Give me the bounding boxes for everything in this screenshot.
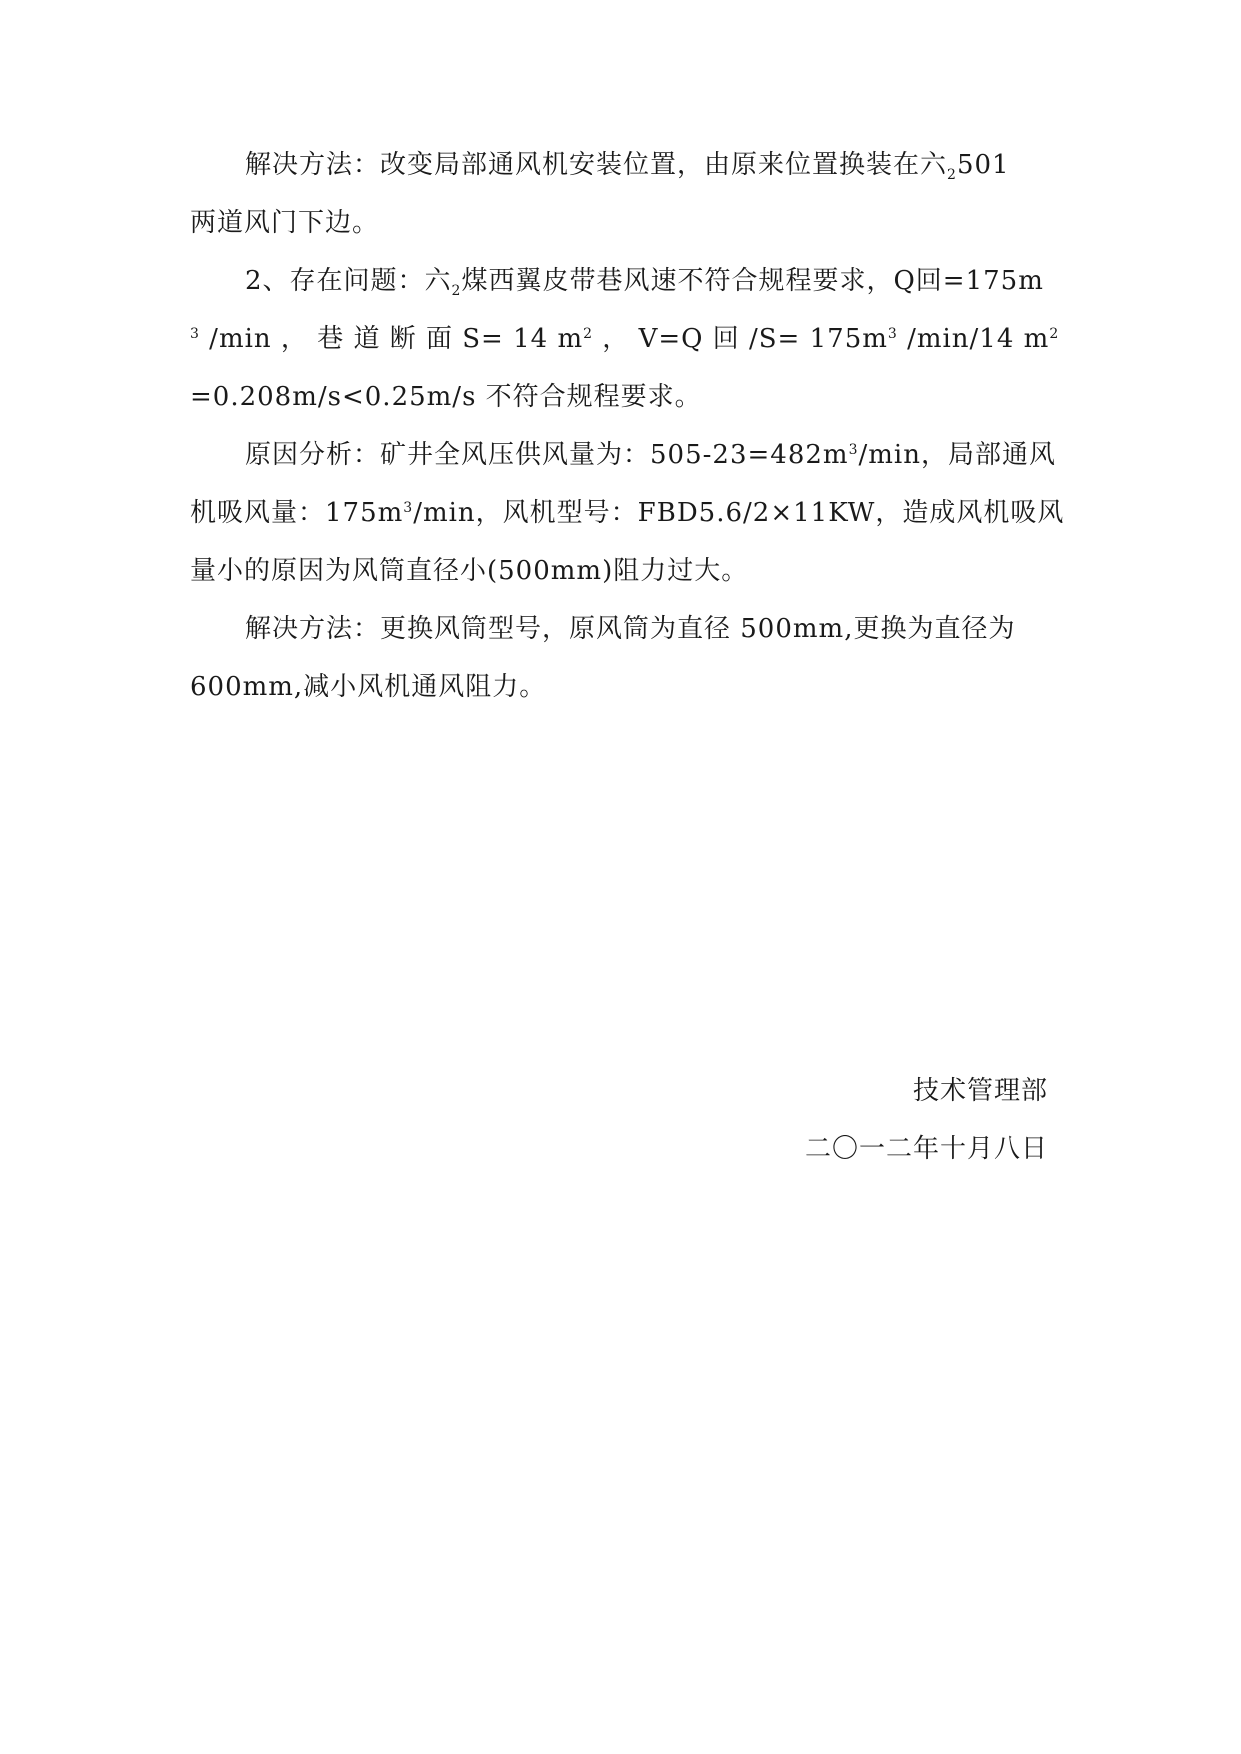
paragraph-4-line-1: 解决方法：更换风筒型号，原风筒为直径 500mm,更换为直径为 — [245, 614, 1016, 644]
paragraph-2-sup-2: 2 — [583, 326, 594, 342]
paragraph-2-sup-3: 3 — [887, 326, 898, 342]
paragraph-1-line-2: 两道风门下边。 — [190, 208, 380, 238]
paragraph-2-sup-4: 2 — [1049, 326, 1060, 342]
paragraph-3-text-b: /min，局部通风 — [858, 440, 1056, 470]
paragraph-1-subscript: 2 — [947, 167, 957, 183]
paragraph-2-text-b: 煤西翼皮带巷风速不符合规程要求，Q回=175m — [461, 266, 1044, 296]
paragraph-3-text-d: /min，风机型号：FBD5.6/2×11KW，造成风机吸风 — [413, 498, 1065, 528]
paragraph-2-subscript: 2 — [451, 283, 462, 299]
paragraph-2-text-e: /min/14 m — [897, 324, 1050, 354]
paragraph-3-text-a: 原因分析：矿井全风压供风量为：505-23=482m — [245, 440, 849, 470]
paragraph-3-sup-1: 3 — [848, 442, 859, 458]
signature-department: 技术管理部 — [912, 1076, 1048, 1106]
paragraph-2-line-2 — [190, 324, 1059, 358]
paragraph-2-text-c: /min ， 巷 道 断 面 S= 14 m — [199, 324, 584, 354]
paragraph-1-line-1 — [245, 150, 1010, 184]
paragraph-2-line-1 — [245, 266, 1044, 300]
paragraph-2-text-d: ， V=Q 回 /S= 175m — [593, 324, 888, 354]
paragraph-2-line-3: =0.208m/s<0.25m/s 不符合规程要求。 — [190, 382, 702, 412]
paragraph-1-text-b: 501 — [956, 150, 1010, 180]
paragraph-2-text-a: 2、存在问题：六 — [245, 266, 452, 296]
paragraph-2-sup-1: 3 — [190, 326, 200, 342]
signature-date: 二〇一二年十月八日 — [804, 1134, 1048, 1164]
paragraph-3-sup-2: 3 — [403, 500, 414, 516]
paragraph-4-line-2: 600mm,减小风机通风阻力。 — [190, 672, 547, 702]
paragraph-1-text-a: 解决方法：改变局部通风机安装位置，由原来位置换装在六 — [245, 150, 948, 180]
paragraph-3-text-c: 机吸风量：175m — [190, 498, 404, 528]
paragraph-3-line-3: 量小的原因为风筒直径小(500mm)阻力过大。 — [190, 556, 749, 586]
paragraph-3-line-2 — [190, 498, 1064, 532]
paragraph-3-line-1 — [245, 440, 1056, 474]
